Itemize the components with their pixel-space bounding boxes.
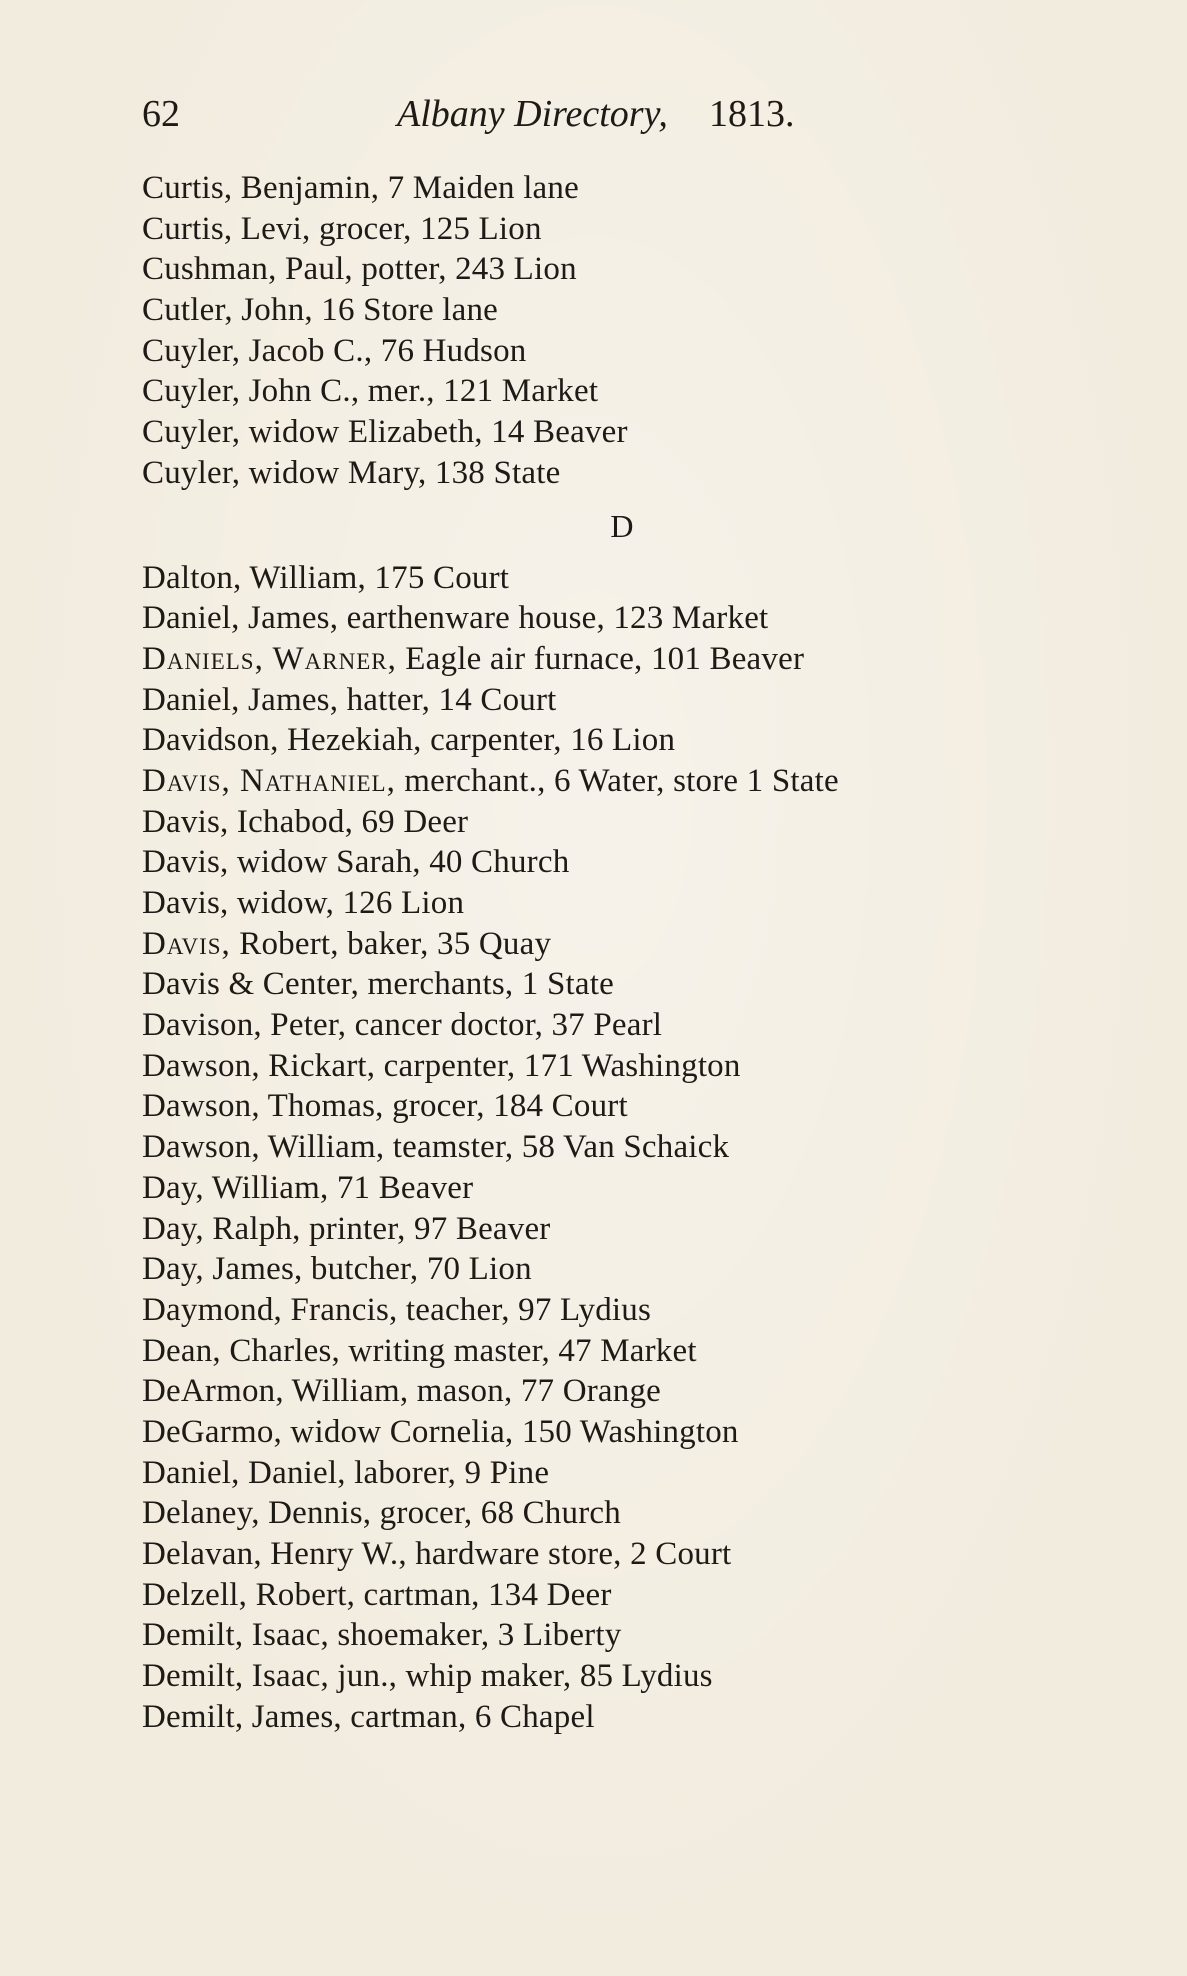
directory-entry: Davis, widow Sarah, 40 Church bbox=[142, 844, 570, 881]
directory-entry-featured bbox=[142, 924, 1102, 965]
directory-entry: Daniel, Daniel, laborer, 9 Pine bbox=[142, 1454, 550, 1491]
directory-entry: Davis & Center, merchants, 1 State bbox=[142, 966, 614, 1003]
running-title: Albany Directory, bbox=[397, 93, 668, 135]
entry-name-small-caps: Daniels, Warner, bbox=[142, 640, 397, 677]
directory-entry: Daniel, James, earthenware house, 123 Market bbox=[142, 600, 769, 637]
directory-entry: Dawson, Rickart, carpenter, 171 Washington bbox=[142, 1047, 741, 1084]
entry-name-small-caps: Davis, Nathaniel, bbox=[142, 762, 396, 799]
running-year: 1813. bbox=[709, 93, 795, 135]
running-header bbox=[142, 92, 842, 142]
directory-entry: Day, James, butcher, 70 Lion bbox=[142, 1251, 532, 1288]
directory-entry: Curtis, Benjamin, 7 Maiden lane bbox=[142, 170, 579, 206]
directory-entry: DeGarmo, widow Cornelia, 150 Washington bbox=[142, 1413, 739, 1450]
directory-entry-featured bbox=[142, 639, 1102, 680]
directory-entry: Cuyler, widow Elizabeth, 14 Beaver bbox=[142, 414, 628, 451]
directory-entry: Cuyler, John C., mer., 121 Market bbox=[142, 373, 599, 410]
directory-entry: Dean, Charles, writing master, 47 Market bbox=[142, 1332, 697, 1369]
directory-entry: DeArmon, William, mason, 77 Orange bbox=[142, 1373, 662, 1410]
directory-entry: Demilt, James, cartman, 6 Chapel bbox=[142, 1698, 595, 1735]
directory-entry: Cushman, Paul, potter, 243 Lion bbox=[142, 251, 577, 288]
entry-details: merchant., 6 Water, store 1 State bbox=[395, 762, 839, 799]
directory-entry: Dalton, William, 175 Court bbox=[142, 559, 510, 596]
directory-entry: Daniel, James, hatter, 14 Court bbox=[142, 681, 557, 718]
directory-entry: Cutler, John, 16 Store lane bbox=[142, 292, 499, 329]
entry-details: Eagle air furnace, 101 Beaver bbox=[396, 640, 805, 677]
directory-entry: Cuyler, Jacob C., 76 Hudson bbox=[142, 332, 527, 369]
directory-entry: Dawson, William, teamster, 58 Van Schaick bbox=[142, 1129, 730, 1166]
directory-entry: Davis, widow, 126 Lion bbox=[142, 885, 465, 921]
directory-entry: Dawson, Thomas, grocer, 184 Court bbox=[142, 1088, 628, 1125]
page-number: 62 bbox=[142, 93, 180, 135]
directory-entry: Daymond, Francis, teacher, 97 Lydius bbox=[142, 1291, 652, 1328]
directory-entry: Davis, Ichabod, 69 Deer bbox=[142, 803, 469, 840]
entry-details: Robert, baker, 35 Quay bbox=[230, 925, 552, 962]
directory-entry: Delzell, Robert, cartman, 134 Deer bbox=[142, 1576, 612, 1613]
directory-entry: Delavan, Henry W., hardware store, 2 Court bbox=[142, 1536, 732, 1572]
directory-entry: Davidson, Hezekiah, carpenter, 16 Lion bbox=[142, 722, 676, 759]
directory-entry: Curtis, Levi, grocer, 125 Lion bbox=[142, 210, 542, 247]
directory-entry: Cuyler, widow Mary, 138 State bbox=[142, 454, 561, 491]
entry-name-small-caps: Davis, bbox=[142, 925, 231, 962]
section-heading: D bbox=[610, 507, 634, 544]
directory-entry: Delaney, Dennis, grocer, 68 Church bbox=[142, 1495, 621, 1532]
directory-entry: Day, William, 71 Beaver bbox=[142, 1169, 474, 1206]
directory-entry: Day, Ralph, printer, 97 Beaver bbox=[142, 1210, 551, 1247]
directory-entry-featured bbox=[142, 761, 1102, 802]
directory-entry: Demilt, Isaac, shoemaker, 3 Liberty bbox=[142, 1617, 622, 1654]
directory-entries bbox=[142, 168, 1102, 1737]
directory-entry: Demilt, Isaac, jun., whip maker, 85 Lydius bbox=[142, 1658, 713, 1695]
directory-entry: Davison, Peter, cancer doctor, 37 Pearl bbox=[142, 1007, 663, 1044]
